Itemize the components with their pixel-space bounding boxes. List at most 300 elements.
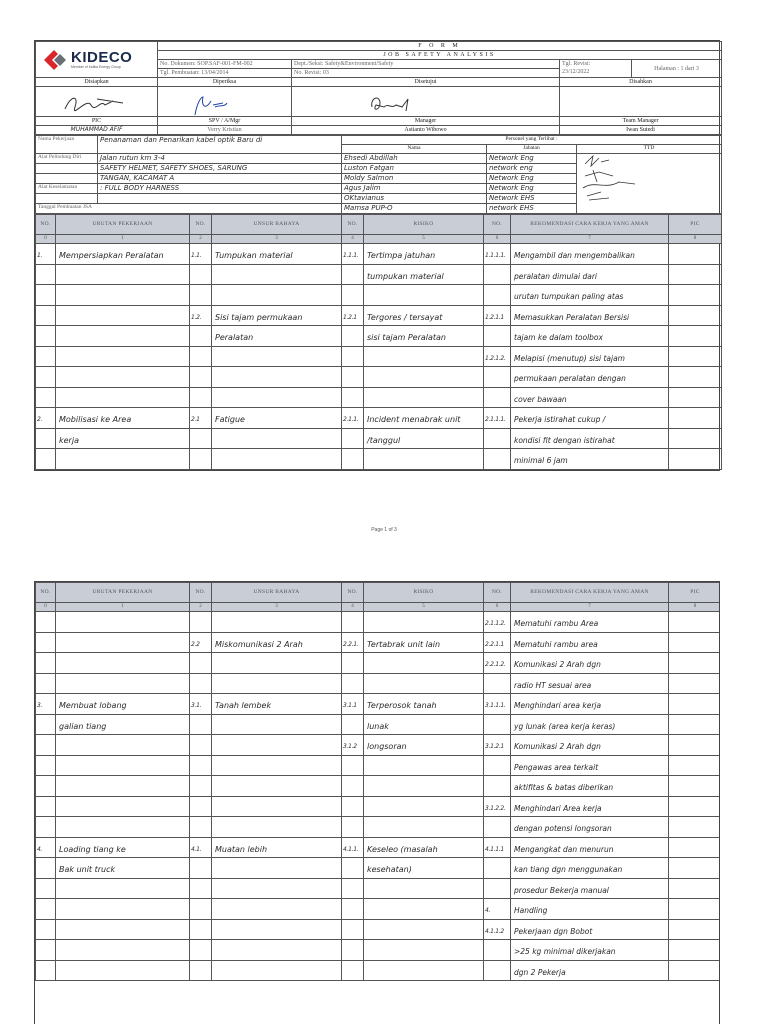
recommendation-number-cell — [484, 858, 511, 879]
risk-number-cell: 3.1.2 — [342, 735, 364, 756]
risk-number-cell — [342, 264, 364, 285]
risk-number-cell — [342, 449, 364, 470]
hazard-cell — [212, 878, 342, 899]
risk-number-cell — [342, 346, 364, 367]
risk-number-cell: 1.1.1. — [342, 244, 364, 265]
hazard-number-cell: 3.1. — [190, 694, 212, 715]
step-number-cell — [36, 940, 56, 961]
risk-number-cell — [342, 387, 364, 408]
recommendation-cell: Mengambil dan mengembalikan — [511, 244, 669, 265]
personnel-position: Network Eng — [487, 154, 577, 164]
table-row — [36, 960, 721, 981]
signature-mark — [61, 93, 131, 115]
table-row — [36, 612, 721, 633]
col-number: 4 — [342, 603, 364, 612]
risk-number-cell — [342, 714, 364, 735]
col-number: 1 — [56, 235, 190, 244]
revision-date-label: Tgl. Revisi: — [562, 61, 591, 67]
recommendation-cell: urutan tumpukan paling atas — [511, 285, 669, 306]
approved-name: Astianto Wibowo — [292, 126, 560, 135]
recommendation-cell: Memasukkan Peralatan Bersisi — [511, 305, 669, 326]
recommendation-number-cell — [484, 878, 511, 899]
recommendation-number-cell — [484, 449, 511, 470]
pic-cell — [669, 449, 722, 470]
pic-cell — [669, 326, 722, 347]
checked-signature — [158, 87, 292, 117]
jsa-form-page-2 — [34, 581, 720, 1024]
recommendation-cell: Handling — [511, 899, 669, 920]
signature-mark — [362, 93, 422, 117]
hazard-cell: Tanah lembek — [212, 694, 342, 715]
hazard-number-cell — [190, 776, 212, 797]
hazard-cell — [212, 264, 342, 285]
kideco-logo-icon — [42, 49, 68, 71]
risk-cell — [364, 919, 484, 940]
risk-number-cell — [342, 796, 364, 817]
recommendation-number-cell — [484, 714, 511, 735]
personnel-position: network eng — [487, 164, 577, 174]
job-step-cell: Membuat lobang — [56, 694, 190, 715]
company-logo — [36, 42, 158, 78]
checked-label: Diperiksa — [158, 78, 292, 87]
hazard-cell — [212, 919, 342, 940]
recommendation-cell: aktifitas & batas diberikan — [511, 776, 669, 797]
risk-number-cell — [342, 673, 364, 694]
risk-cell: longsoran — [364, 735, 484, 756]
col-header-no: NO. — [190, 215, 212, 235]
col-number: 3 — [212, 603, 342, 612]
hazard-number-cell — [190, 653, 212, 674]
recommendation-number-cell — [484, 940, 511, 961]
table-row — [36, 367, 722, 388]
table-row — [36, 714, 721, 735]
pic-cell — [669, 632, 721, 653]
col-number: 5 — [364, 235, 484, 244]
col-number: 3 — [212, 235, 342, 244]
risk-cell — [364, 653, 484, 674]
risk-cell — [364, 878, 484, 899]
risk-number-cell — [342, 776, 364, 797]
safety-equipment-label: Alat Keselamatan — [36, 184, 98, 194]
recommendation-cell: Menghindari area kerja — [511, 694, 669, 715]
hazard-number-cell — [190, 858, 212, 879]
hazard-number-cell — [190, 326, 212, 347]
col-number: 8 — [669, 603, 721, 612]
job-name-label: Nama Pekerjaan — [36, 136, 98, 154]
hazard-number-cell — [190, 878, 212, 899]
step-number-cell: 1. — [36, 244, 56, 265]
signature-mark — [579, 154, 679, 208]
recommendation-cell: dgn 2 Pekerja — [511, 960, 669, 981]
recommendation-number-cell — [484, 264, 511, 285]
recommendation-cell: yg lunak (area kerja keras) — [511, 714, 669, 735]
made-date: Tgl. Pembuatan: 13/04/2014 — [160, 70, 229, 76]
col-number: 0 — [36, 235, 56, 244]
risk-cell — [364, 960, 484, 981]
col-number: 0 — [36, 603, 56, 612]
table-row — [36, 878, 721, 899]
personnel-position: network EHS — [487, 204, 577, 214]
recommendation-cell: >25 kg minimal dikerjakan — [511, 940, 669, 961]
step-number-cell — [36, 285, 56, 306]
step-number-cell — [36, 735, 56, 756]
hazard-cell — [212, 714, 342, 735]
risk-number-cell — [342, 919, 364, 940]
step-number-cell — [36, 796, 56, 817]
step-number-cell — [36, 612, 56, 633]
hazard-cell: Sisi tajam permukaan — [212, 305, 342, 326]
job-step-cell: Mobilisasi ke Area — [56, 408, 190, 429]
recommendation-cell: radio HT sesuai area — [511, 673, 669, 694]
step-number-cell: 3. — [36, 694, 56, 715]
hazard-cell — [212, 653, 342, 674]
hazard-number-cell: 2.1 — [190, 408, 212, 429]
risk-cell — [364, 796, 484, 817]
col-header-recommendation: REKOMENDASI CARA KERJA YANG AMAN — [511, 215, 669, 235]
risk-cell: sisi tajam Peralatan — [364, 326, 484, 347]
job-step-cell: Mempersiapkan Peralatan — [56, 244, 190, 265]
recommendation-number-cell: 2.2.1.1 — [484, 632, 511, 653]
table-row — [36, 346, 722, 367]
recommendation-number-cell — [484, 776, 511, 797]
personnel-name: Mamsa PUP-O — [342, 204, 487, 214]
recommendation-cell: Pengawas area terkait — [511, 755, 669, 776]
col-header-risk: RISIKO — [364, 583, 484, 603]
step-number-cell — [36, 919, 56, 940]
table-row — [36, 632, 721, 653]
job-step-cell — [56, 960, 190, 981]
recommendation-cell: prosedur Bekerja manual — [511, 878, 669, 899]
hazard-number-cell: 1.2. — [190, 305, 212, 326]
job-step-cell — [56, 653, 190, 674]
page-footer: Page 1 of 3 — [371, 527, 397, 533]
risk-cell — [364, 673, 484, 694]
step-number-cell — [36, 367, 56, 388]
risk-number-cell — [342, 878, 364, 899]
ppe-value-line-1: SAFETY HELMET, SAFETY SHOES, SARUNG — [98, 164, 342, 174]
jsa-table-page-1 — [35, 214, 722, 470]
risk-number-cell — [342, 285, 364, 306]
recommendation-cell: Menghindari Area kerja — [511, 796, 669, 817]
hazard-cell — [212, 755, 342, 776]
step-number-cell — [36, 632, 56, 653]
hazard-number-cell — [190, 673, 212, 694]
approved-role: Manager — [292, 117, 560, 126]
ratified-label: Disahkan — [560, 78, 722, 87]
recommendation-cell: tajam ke dalam toolbox — [511, 326, 669, 347]
pic-cell — [669, 796, 721, 817]
step-number-cell — [36, 449, 56, 470]
risk-cell — [364, 940, 484, 961]
pic-cell — [669, 714, 721, 735]
prepared-label: Disiapkan — [36, 78, 158, 87]
step-number-cell — [36, 326, 56, 347]
col-header-no: NO. — [342, 583, 364, 603]
step-number-cell: 2. — [36, 408, 56, 429]
ppe-value-line-2: TANGAN, KACAMAT A — [98, 174, 342, 184]
pic-cell — [669, 694, 721, 715]
job-step-cell — [56, 367, 190, 388]
recommendation-number-cell — [484, 755, 511, 776]
risk-number-cell — [342, 817, 364, 838]
step-number-cell — [36, 714, 56, 735]
col-header-no: NO. — [36, 215, 56, 235]
job-step-cell — [56, 285, 190, 306]
hazard-number-cell — [190, 796, 212, 817]
job-step-cell: kerja — [56, 428, 190, 449]
hazard-cell: Fatigue — [212, 408, 342, 429]
personnel-position: Network Eng — [487, 184, 577, 194]
prepared-role: PIC — [36, 117, 158, 126]
pic-cell — [669, 673, 721, 694]
pic-cell — [669, 837, 721, 858]
col-header-no: NO. — [36, 583, 56, 603]
recommendation-number-cell: 3.1.1.1. — [484, 694, 511, 715]
hazard-number-cell — [190, 367, 212, 388]
ppe-label: Alat Pelindung Diri — [36, 154, 98, 164]
recommendation-number-cell — [484, 367, 511, 388]
personnel-name: Ehsedi Abdillah — [342, 154, 487, 164]
pic-cell — [669, 264, 722, 285]
risk-cell — [364, 346, 484, 367]
hazard-number-cell — [190, 428, 212, 449]
table-row — [36, 449, 722, 470]
company-subtitle: Member of Indika Energy Group — [71, 64, 121, 69]
job-step-cell — [56, 449, 190, 470]
pic-cell — [669, 428, 722, 449]
hazard-number-cell — [190, 735, 212, 756]
pic-cell — [669, 960, 721, 981]
job-step-cell — [56, 264, 190, 285]
ratified-name: Iwan Sutedi — [560, 126, 722, 135]
job-step-cell — [56, 673, 190, 694]
risk-cell — [364, 612, 484, 633]
recommendation-cell: Mematuhi rambu area — [511, 632, 669, 653]
risk-number-cell — [342, 612, 364, 633]
personnel-signatures — [577, 154, 722, 214]
recommendation-number-cell: 4. — [484, 899, 511, 920]
revision-number: No. Revisi: 03 — [294, 70, 329, 76]
recommendation-cell: cover bawaan — [511, 387, 669, 408]
hazard-cell — [212, 673, 342, 694]
job-step-cell — [56, 612, 190, 633]
table-row — [36, 285, 722, 306]
ratified-signature — [560, 87, 722, 117]
doc-info — [158, 60, 292, 78]
table-row — [36, 387, 722, 408]
pic-cell — [669, 653, 721, 674]
pic-cell — [669, 305, 722, 326]
risk-number-cell: 2.2.1. — [342, 632, 364, 653]
pic-cell — [669, 940, 721, 961]
risk-number-cell — [342, 755, 364, 776]
hazard-cell — [212, 285, 342, 306]
pic-cell — [669, 899, 721, 920]
job-step-cell — [56, 346, 190, 367]
col-header-pic: PIC — [669, 215, 722, 235]
risk-cell: tumpukan material — [364, 264, 484, 285]
hazard-number-cell — [190, 714, 212, 735]
personnel-name: Luston Fatgan — [342, 164, 487, 174]
step-number-cell — [36, 673, 56, 694]
approved-signature — [292, 87, 560, 117]
table-row — [36, 653, 721, 674]
recommendation-number-cell — [484, 960, 511, 981]
table-row — [36, 673, 721, 694]
hazard-cell — [212, 449, 342, 470]
job-step-cell — [56, 755, 190, 776]
revision-date: 23/12/2022 — [562, 69, 590, 75]
personnel-position-header: Jabatan — [487, 145, 577, 154]
risk-cell: kesehatan) — [364, 858, 484, 879]
col-header-job-step: URUTAN PEKERJAAN — [56, 583, 190, 603]
hazard-number-cell — [190, 612, 212, 633]
step-number-cell — [36, 305, 56, 326]
table-row — [36, 408, 722, 429]
risk-cell: Incident menabrak unit — [364, 408, 484, 429]
step-number-cell — [36, 346, 56, 367]
risk-number-cell — [342, 653, 364, 674]
col-header-job-step: URUTAN PEKERJAAN — [56, 215, 190, 235]
job-step-cell: Bak unit truck — [56, 858, 190, 879]
hazard-number-cell — [190, 817, 212, 838]
hazard-number-cell — [190, 899, 212, 920]
recommendation-number-cell — [484, 428, 511, 449]
recommendation-number-cell: 2.2.1.2. — [484, 653, 511, 674]
recommendation-cell: kondisi fit dengan istirahat — [511, 428, 669, 449]
col-header-recommendation: REKOMENDASI CARA KERJA YANG AMAN — [511, 583, 669, 603]
col-number: 5 — [364, 603, 484, 612]
table-row — [36, 940, 721, 961]
recommendation-number-cell — [484, 673, 511, 694]
hazard-cell — [212, 428, 342, 449]
risk-number-cell — [342, 940, 364, 961]
table-row — [36, 244, 722, 265]
ppe-label-cont — [36, 164, 98, 174]
job-name-line-1: Penanaman dan Penarikan kabel optik Baru di — [100, 136, 263, 144]
risk-cell: Tertimpa jatuhan — [364, 244, 484, 265]
recommendation-cell: Pekerjaan dgn Bobot — [511, 919, 669, 940]
recommendation-number-cell: 4.1.1.1 — [484, 837, 511, 858]
ratified-role: Team Manager — [560, 117, 722, 126]
recommendation-cell: minimal 6 jam — [511, 449, 669, 470]
pic-cell — [669, 244, 722, 265]
prepared-signature — [36, 87, 158, 117]
checked-role: SPV / A/Mgr — [158, 117, 292, 126]
dept-info — [292, 60, 560, 78]
pic-cell — [669, 858, 721, 879]
job-step-cell — [56, 899, 190, 920]
step-number-cell — [36, 858, 56, 879]
table-row — [36, 305, 722, 326]
recommendation-cell: Pekerja istirahat cukup / — [511, 408, 669, 429]
risk-cell — [364, 755, 484, 776]
hazard-number-cell — [190, 919, 212, 940]
col-number: 4 — [342, 235, 364, 244]
risk-cell — [364, 776, 484, 797]
recommendation-cell: dengan potensi longsoran — [511, 817, 669, 838]
job-step-cell — [56, 817, 190, 838]
form-subtitle: JOB SAFETY ANALYSIS — [158, 51, 722, 60]
col-header-hazard: UNSUR BAHAYA — [212, 583, 342, 603]
pic-cell — [669, 735, 721, 756]
risk-cell: Tergores / tersayat — [364, 305, 484, 326]
step-number-cell — [36, 264, 56, 285]
col-header-no: NO. — [190, 583, 212, 603]
risk-cell — [364, 449, 484, 470]
step-number-cell — [36, 387, 56, 408]
recommendation-cell: Komunikasi 2 Arah dgn — [511, 735, 669, 756]
department: Dept./Seksi: Safety&Environment/Safety — [292, 60, 559, 69]
risk-cell: /tanggul — [364, 428, 484, 449]
hazard-cell — [212, 940, 342, 961]
table-row — [36, 837, 721, 858]
table-row — [36, 776, 721, 797]
risk-number-cell: 2.1.1. — [342, 408, 364, 429]
step-number-cell: 4. — [36, 837, 56, 858]
risk-number-cell — [342, 960, 364, 981]
hazard-number-cell — [190, 960, 212, 981]
recommendation-number-cell — [484, 817, 511, 838]
recommendation-number-cell: 3.1.2.1 — [484, 735, 511, 756]
risk-cell: Keseleo (masalah — [364, 837, 484, 858]
job-name-line-2: Jalan rutun km 3-4 — [98, 154, 342, 164]
col-number: 7 — [511, 603, 669, 612]
company-name: KIDECO — [71, 48, 133, 66]
job-step-cell — [56, 919, 190, 940]
risk-number-cell — [342, 367, 364, 388]
jsa-date-label: Tanggal Pembuatan JSA — [36, 204, 342, 214]
step-number-cell — [36, 817, 56, 838]
safety-equipment-value: : FULL BODY HARNESS — [98, 184, 342, 194]
personnel-name: Agus Jalim — [342, 184, 487, 194]
hazard-cell — [212, 346, 342, 367]
table-row — [36, 755, 721, 776]
info-spacer — [36, 194, 98, 204]
job-name-value — [98, 136, 342, 154]
recommendation-number-cell: 3.1.2.2. — [484, 796, 511, 817]
pic-cell — [669, 755, 721, 776]
hazard-cell: Peralatan — [212, 326, 342, 347]
risk-cell — [364, 285, 484, 306]
risk-number-cell: 1.2.1 — [342, 305, 364, 326]
job-step-cell — [56, 776, 190, 797]
risk-cell — [364, 817, 484, 838]
recommendation-cell: permukaan peralatan dengan — [511, 367, 669, 388]
personnel-position: Network EHS — [487, 194, 577, 204]
step-number-cell — [36, 878, 56, 899]
personnel-position: Network Eng — [487, 174, 577, 184]
col-number: 6 — [484, 603, 511, 612]
hazard-cell — [212, 817, 342, 838]
risk-cell: Terperosok tanah — [364, 694, 484, 715]
recommendation-cell: kan tiang dgn menggunakan — [511, 858, 669, 879]
recommendation-number-cell: 4.1.1.2 — [484, 919, 511, 940]
col-header-hazard: UNSUR BAHAYA — [212, 215, 342, 235]
personnel-name-header: Nama — [342, 145, 487, 154]
table-row — [36, 899, 721, 920]
risk-number-cell: 4.1.1. — [342, 837, 364, 858]
hazard-number-cell — [190, 387, 212, 408]
risk-number-cell — [342, 858, 364, 879]
table-row — [36, 858, 721, 879]
jsa-form-page-1 — [34, 40, 720, 471]
job-step-cell — [56, 387, 190, 408]
recommendation-number-cell — [484, 326, 511, 347]
checked-name: Verry Kristian — [158, 126, 292, 135]
step-number-cell — [36, 960, 56, 981]
col-number: 2 — [190, 603, 212, 612]
